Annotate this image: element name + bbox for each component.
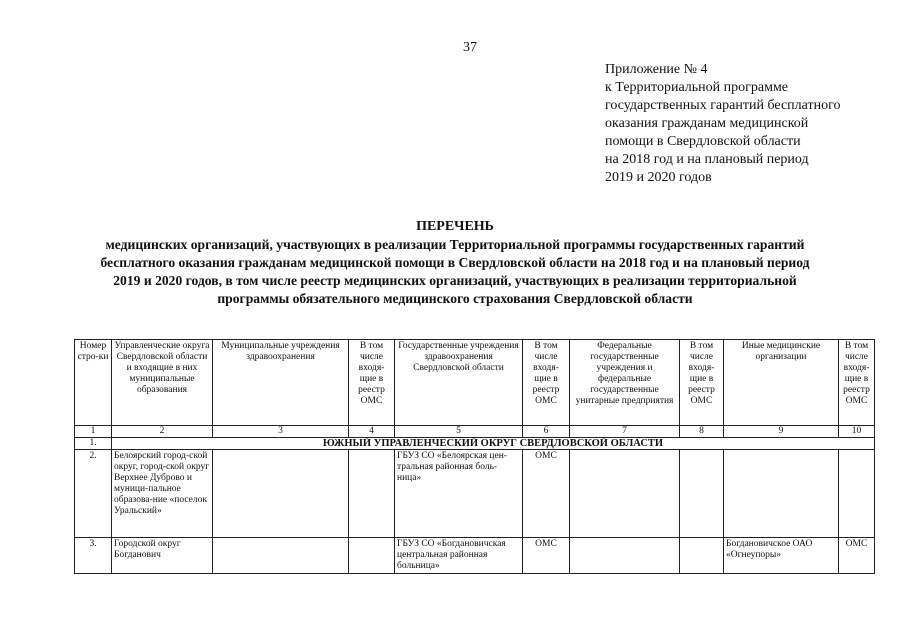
- appendix-line: государственных гарантий бесплатного: [605, 98, 841, 113]
- table-header-row: [75, 340, 875, 426]
- header-municipal: Муниципальные учреждения здравоохранения: [213, 340, 349, 426]
- row-district: Городской округ Богданович: [112, 538, 213, 574]
- title-line: бесплатного оказания гражданам медицинской помощи в Свердловской области на 2018 год и на плановый период: [100, 255, 810, 270]
- appendix-line: Приложение № 4: [605, 62, 708, 77]
- page-number: 37: [463, 40, 477, 55]
- section-row: [75, 438, 875, 450]
- row-federal: [570, 538, 680, 574]
- appendix-line: оказания гражданам медицинской: [605, 116, 809, 131]
- column-number: 4: [349, 426, 395, 438]
- column-number: 10: [839, 426, 875, 438]
- header-federal-oms: В том числе входя-щие в реестр ОМС: [680, 340, 724, 426]
- header-other: Иные медицинские организации: [724, 340, 839, 426]
- appendix-line: помощи в Свердловской области: [605, 134, 801, 149]
- title-line: 2019 и 2020 годов, в том числе реестр медицинских организаций, участвующих в реализации территориальной: [113, 273, 797, 288]
- title-line: программы обязательного медицинского страхования Свердловской области: [217, 291, 693, 306]
- row-other: Богдановичское ОАО «Огнеупоры»: [724, 538, 839, 574]
- table-row: [75, 450, 875, 538]
- row-state: ГБУЗ СО «Белоярская цен-тральная районная боль-ница»: [395, 450, 523, 538]
- document-title: [60, 218, 850, 308]
- column-number: 9: [724, 426, 839, 438]
- row-state: ГБУЗ СО «Богдановичская центральная районная больница»: [395, 538, 523, 574]
- row-municipal-oms: [349, 538, 395, 574]
- row-municipal-oms: [349, 450, 395, 538]
- column-number: 8: [680, 426, 724, 438]
- header-row-number: Номер стро-ки: [75, 340, 112, 426]
- row-federal-oms: [680, 450, 724, 538]
- section-number: 1.: [75, 438, 112, 450]
- column-number: 5: [395, 426, 523, 438]
- row-state-oms: ОМС: [523, 450, 570, 538]
- title-heading: ПЕРЕЧЕНЬ: [416, 219, 494, 234]
- header-state-oms: В том числе входя-щие в реестр ОМС: [523, 340, 570, 426]
- header-municipal-oms: В том числе входя-щие в реестр ОМС: [349, 340, 395, 426]
- header-federal: Федеральные государственные учреждения и федеральные государственные унитарные предприятия: [570, 340, 680, 426]
- row-number: 3.: [75, 538, 112, 574]
- column-number: 1: [75, 426, 112, 438]
- row-state-oms: ОМС: [523, 538, 570, 574]
- row-other-oms: [839, 450, 875, 538]
- row-other-oms: ОМС: [839, 538, 875, 574]
- row-other: [724, 450, 839, 538]
- row-federal: [570, 450, 680, 538]
- title-line: медицинских организаций, участвующих в реализации Территориальной программы государственных гарантий: [105, 237, 805, 252]
- appendix-note: [605, 61, 895, 187]
- header-district: Управленческие округа Свердловской области и входящие в них муниципальные образования: [112, 340, 213, 426]
- column-number-row: [75, 426, 875, 438]
- appendix-line: к Территориальной программе: [605, 80, 789, 95]
- header-other-oms: В том числе входя-щие в реестр ОМС: [839, 340, 875, 426]
- section-title: ЮЖНЫЙ УПРАВЛЕНЧЕСКИЙ ОКРУГ СВЕРДЛОВСКОЙ ОБЛАСТИ: [112, 438, 875, 450]
- column-number: 6: [523, 426, 570, 438]
- header-state: Государственные учреждения здравоохранения Свердловской области: [395, 340, 523, 426]
- column-number: 3: [213, 426, 349, 438]
- row-federal-oms: [680, 538, 724, 574]
- appendix-line: на 2018 год и на плановый период: [605, 152, 809, 167]
- row-municipal: [213, 538, 349, 574]
- column-number: 2: [112, 426, 213, 438]
- appendix-line: 2019 и 2020 годов: [605, 170, 712, 185]
- row-district: Белоярский город-ской округ, город-ской округ Верхнее Дуброво и муници-пальное образова-ние «поселок Уральский»: [112, 450, 213, 538]
- column-number: 7: [570, 426, 680, 438]
- table-row: [75, 538, 875, 574]
- row-municipal: [213, 450, 349, 538]
- row-number: 2.: [75, 450, 112, 538]
- organizations-table: [74, 339, 875, 574]
